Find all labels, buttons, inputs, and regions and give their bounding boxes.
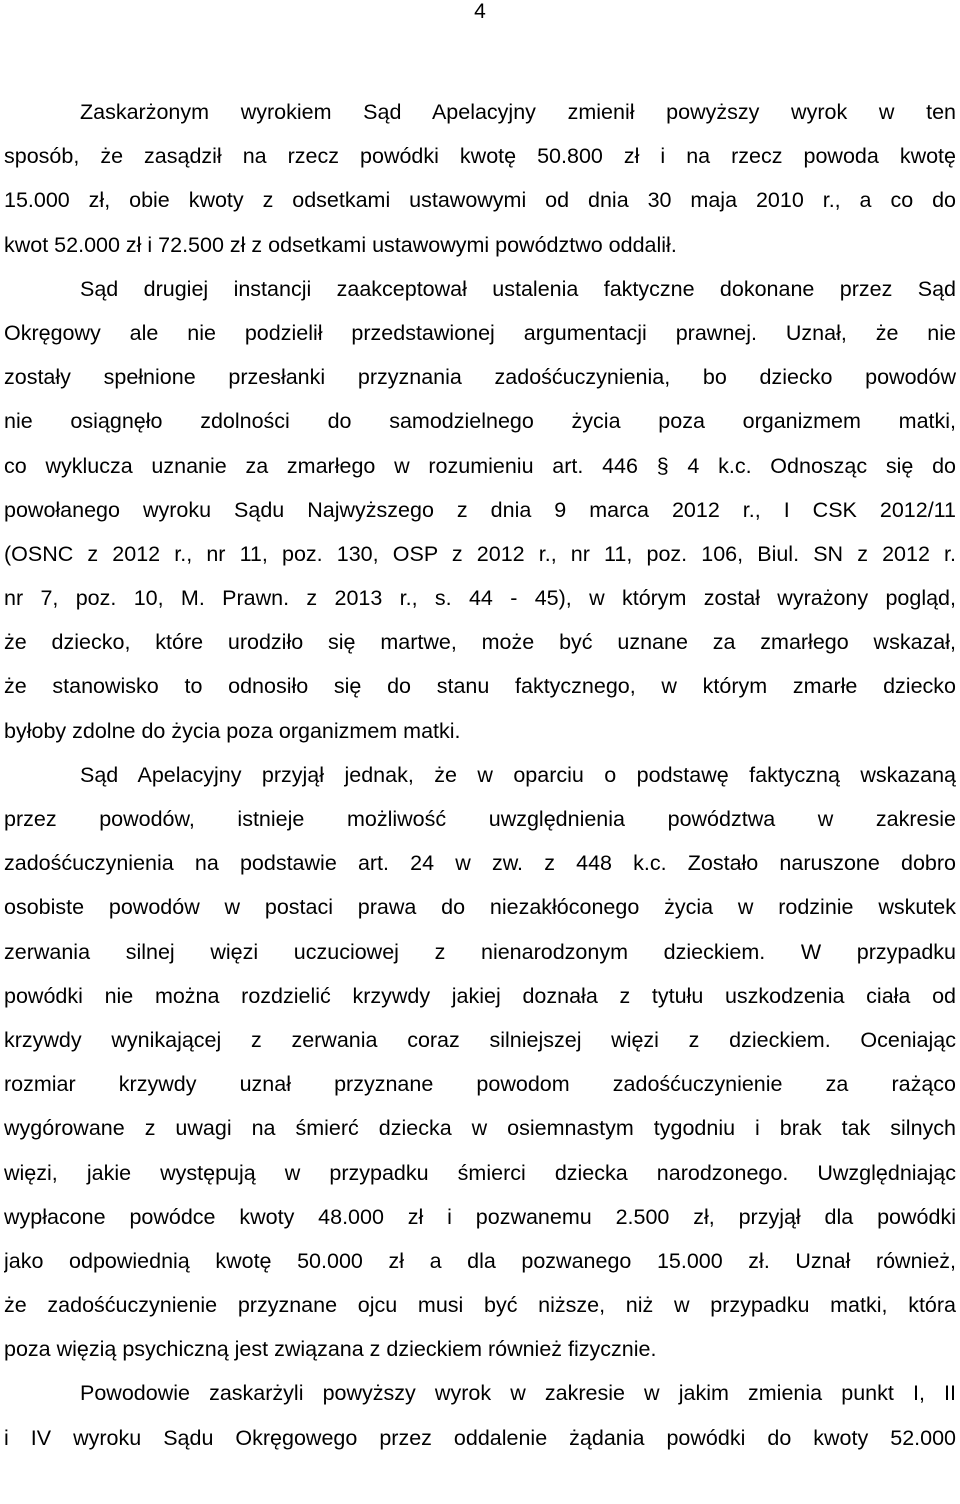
text-line: że dziecko, które urodziło się martwe, może być uznane za zmarłego wskazał, xyxy=(4,630,956,655)
text-line: Sąd Apelacyjny przyjął jednak, że w oparciu o podstawę faktyczną wskazaną xyxy=(80,762,956,787)
text-line: powołanego wyroku Sądu Najwyższego z dnia 9 marca 2012 r., I CSK 2012/11 xyxy=(4,497,956,522)
paragraph xyxy=(4,1371,956,1459)
paragraph xyxy=(4,753,956,1372)
text-line: wypłacone powódce kwoty 48.000 zł i pozwanemu 2.500 zł, przyjął dla powódki xyxy=(4,1204,956,1229)
text-line: więzi, jakie występują w przypadku śmierci dziecka narodzonego. Uwzględniając xyxy=(4,1160,956,1185)
text-line: rozmiar krzywdy uznał przyznane powodom zadośćuczynienie za rażąco xyxy=(4,1072,956,1097)
text-line: że stanowisko to odnosiło się do stanu faktycznego, w którym zmarłe dziecko xyxy=(4,674,956,699)
text-line: Zaskarżonym wyrokiem Sąd Apelacyjny zmienił powyższy wyrok w ten xyxy=(80,100,956,124)
paragraph xyxy=(4,267,956,753)
page-number: 4 xyxy=(474,0,486,23)
text-line: kwot 52.000 zł i 72.500 zł z odsetkami ustawowymi powództwo oddalił. xyxy=(4,232,677,257)
text-line: sposób, że zasądził na rzecz powódki kwotę 50.800 zł i na rzecz powoda kwotę xyxy=(4,144,956,169)
text-line: że zadośćuczynienie przyznane ojcu musi być niższe, niż w przypadku matki, która xyxy=(4,1293,956,1318)
text-line: zostały spełnione przesłanki przyznania zadośćuczynienia, bo dziecko powodów xyxy=(4,365,956,390)
text-line: zadośćuczynienia na podstawie art. 24 w zw. z 448 k.c. Zostało naruszone dobro xyxy=(4,851,956,876)
text-line: osobiste powodów w postaci prawa do niezakłóconego życia w rodzinie wskutek xyxy=(4,895,956,920)
paragraph xyxy=(4,90,956,267)
text-line: zerwania silnej więzi uczuciowej z nienarodzonym dzieckiem. W przypadku xyxy=(4,939,956,964)
text-line: powódki nie można rozdzielić krzywdy jakiej doznała z tytułu uszkodzenia ciała od xyxy=(4,983,956,1008)
text-line: Sąd drugiej instancji zaakceptował ustalenia faktyczne dokonane przez Sąd xyxy=(80,276,956,301)
text-line: jako odpowiednią kwotę 50.000 zł a dla pozwanego 15.000 zł. Uznał również, xyxy=(4,1248,956,1273)
text-line: 15.000 zł, obie kwoty z odsetkami ustawowymi od dnia 30 maja 2010 r., a co do xyxy=(4,188,956,213)
text-line: nr 7, poz. 10, M. Prawn. z 2013 r., s. 44 - 45), w którym został wyrażony pogląd, xyxy=(4,586,956,611)
text-line: i IV wyroku Sądu Okręgowego przez oddalenie żądania powódki do kwoty 52.000 xyxy=(4,1425,956,1450)
text-line: poza więzią psychiczną jest związana z dzieckiem również fizycznie. xyxy=(4,1337,657,1362)
text-line: krzywdy wynikającej z zerwania coraz silniejszej więzi z dzieckiem. Oceniając xyxy=(4,1027,956,1052)
text-line: Powodowie zaskarżyli powyższy wyrok w zakresie w jakim zmienia punkt I, II xyxy=(80,1381,956,1406)
text-line: nie osiągnęło zdolności do samodzielnego życia poza organizmem matki, xyxy=(4,409,956,434)
text-line: Okręgowy ale nie podzielił przedstawionej argumentacji prawnej. Uznał, że nie xyxy=(4,320,956,345)
text-line: wygórowane z uwagi na śmierć dziecka w osiemnastym tygodniu i brak tak silnych xyxy=(4,1116,956,1141)
text-line: co wyklucza uznanie za zmarłego w rozumieniu art. 446 § 4 k.c. Odnosząc się do xyxy=(4,453,956,478)
text-line: przez powodów, istnieje możliwość uwzględnienia powództwa w zakresie xyxy=(4,807,956,831)
text-line: byłoby zdolne do życia poza organizmem matki. xyxy=(4,718,461,743)
document-body xyxy=(4,90,956,1460)
text-line: (OSNC z 2012 r., nr 11, poz. 130, OSP z 2012 r., nr 11, poz. 106, Biul. SN z 2012 r. xyxy=(4,541,956,566)
